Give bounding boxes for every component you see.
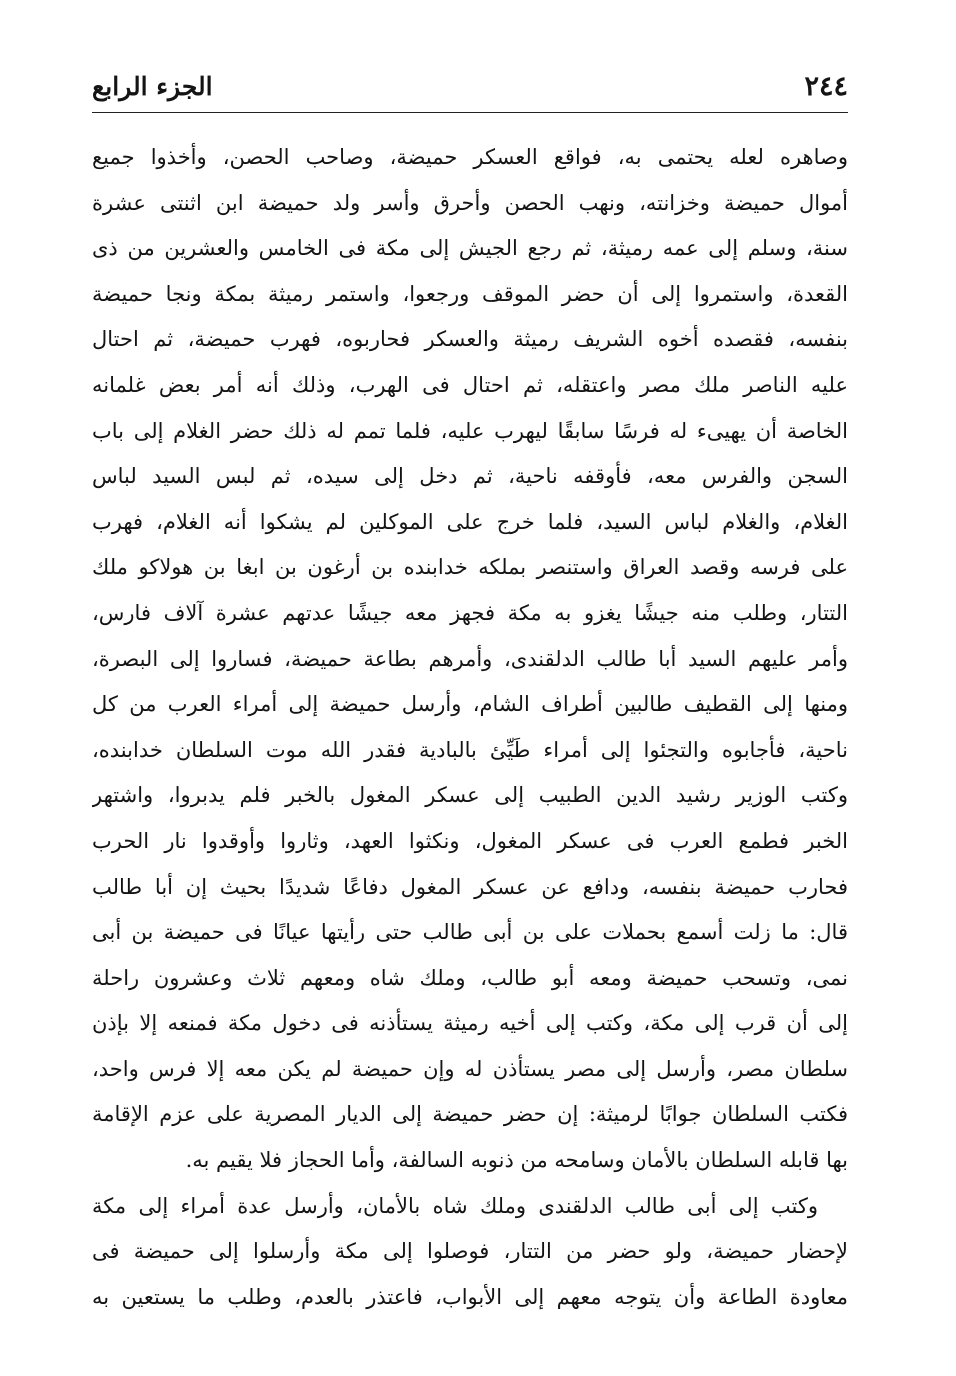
text-line: قال: ما زلت أسمع بحملات على بن أبى طالب حتى رأيتها عيانًا فى حميضة بن أبى <box>92 920 848 945</box>
text-line: وكتب الوزير رشيد الدين الطبيب إلى عسكر المغول بالخبر فلم يدبروا، واشتهر <box>92 783 848 808</box>
text-line: ناحية، فأجابوه والتجئوا إلى أمراء طَيِّئ بالبادية فقدر الله موت السلطان خدابنده، <box>92 737 848 762</box>
paragraph-start-line: وكتب إلى أبى طالب الدلقندى وملك شاه بالأمان، وأرسل عدة أمراء إلى مكة <box>92 1193 818 1218</box>
text-line: فحارب حميضة بنفسه، ودافع عن عسكر المغول دفاعًا شديدًا بحيث إن أبا طالب <box>92 874 848 899</box>
text-line: على فرسه وقصد العراق واستنصر بملكه خدابنده بن أرغون بن ابغا بن هولاكو ملك <box>92 555 848 580</box>
text-line: الخبر فطمع العرب فى عسكر المغول، ونكثوا العهد، وثاروا وأوقدوا نار الحرب <box>92 828 848 853</box>
paragraph-end-line: بها قابله السلطان بالأمان وسامحه من ذنوبه السالفة، وأما الحجاز فلا يقيم به. <box>185 1148 848 1173</box>
text-line: بنفسه، فقصده أخوه الشريف رميثة والعسكر فحاربوه، فهرب حميضة، ثم احتال <box>92 327 848 352</box>
text-line: السجن والفرس معه، فأوقفه ناحية، ثم دخل إلى سيده، ثم لبس السيد لباس <box>92 464 848 489</box>
page-header <box>92 68 848 114</box>
running-title: الجزء الرابع <box>92 72 213 101</box>
text-line: القعدة، واستمروا إلى أن حضر الموقف ورجعوا، واستمر رميثة بمكة ونجا حميضة <box>92 281 848 306</box>
text-line: أموال حميضة وخزانته، ونهب الحصن وأحرق وأسر ولد حميضة ابن اثنتى عشرة <box>92 190 848 215</box>
text-line: عليه الناصر ملك مصر واعتقله، ثم احتال فى الهرب، وذلك أنه أمر بعض غلمانه <box>92 372 848 397</box>
text-line: لإحضار حميضة، ولو حضر من التتار، فوصلوا إلى مكة وأرسلوا إلى حميضة فى <box>92 1239 848 1264</box>
text-line: الخاصة أن يهيىء له فرسًا سابقًا ليهرب عليه، فلما تمم له ذلك حضر الغلام إلى باب <box>92 418 848 443</box>
text-line: وصاهره لعله يحتمى به، فواقع العسكر حميضة، وصاحب الحصن، وأخذوا جميع <box>92 145 848 169</box>
text-line: الغلام، والغلام لباس السيد، فلما خرج على الموكلين لم يشكوا أنه الغلام، فهرب <box>92 509 848 534</box>
text-line: إلى أن قرب إلى مكة، وكتب إلى أخيه رميثة يستأذنه فى دخول مكة فمنعه إلا بإذن <box>92 1011 848 1036</box>
header-rule <box>92 112 848 113</box>
text-line: ومنها إلى القطيف طالبين أطراف الشام، وأرسل حميضة إلى أمراء العرب من كل <box>92 692 848 717</box>
text-line: معاودة الطاعة وأن يتوجه معهم إلى الأبواب، فاعتذر بالعدم، وطلب ما يستعين به <box>92 1284 848 1309</box>
body-text <box>92 135 848 1320</box>
text-line: التتار، وطلب منه جيشًا يغزو به مكة فجهز معه جيشًا عدتهم عشرة آلاف فارس، <box>92 600 848 625</box>
text-line: نمى، وتسحب حميضة ومعه أبو طالب، وملك شاه ومعهم ثلاث وعشرون راحلة <box>92 965 848 990</box>
text-line: سلطان مصر، وأرسل إلى مصر يستأذن له وإن حميضة لم يكن معه إلا فرس واحد، <box>92 1056 848 1081</box>
page-number: ٢٤٤ <box>804 71 848 102</box>
text-line: سنة، وسلم إلى عمه رميثة، ثم رجع الجيش إلى مكة فى الخامس والعشرين من ذى <box>92 236 848 261</box>
text-line: فكتب السلطان جوابًا لرميثة: إن حضر حميضة إلى الديار المصرية على عزم الإقامة <box>92 1102 848 1127</box>
text-line: وأمر عليهم السيد أبا طالب الدلقندى، وأمرهم بطاعة حميضة، فساروا إلى البصرة، <box>92 646 848 671</box>
